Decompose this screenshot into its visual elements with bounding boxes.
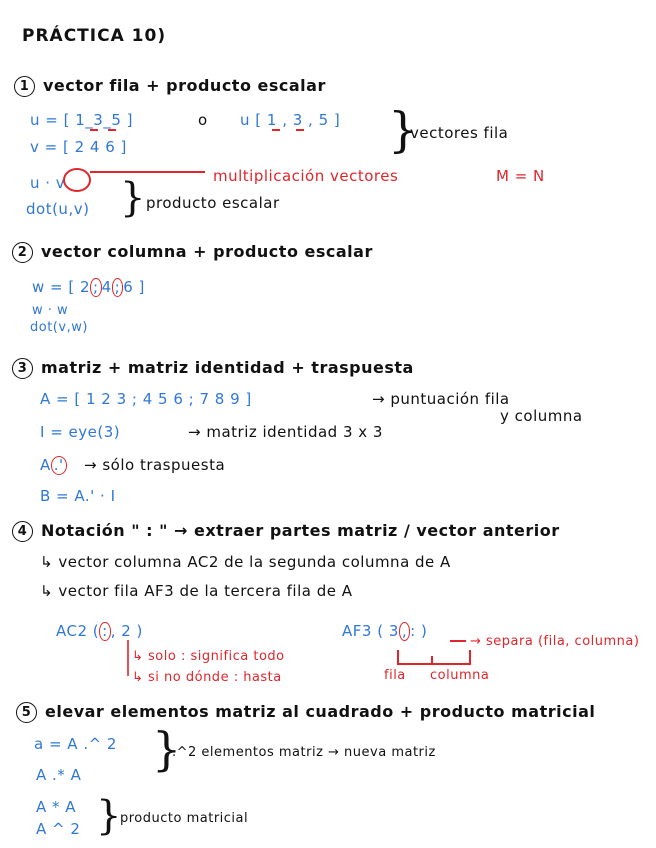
- brace-right-icon: }: [152, 722, 182, 776]
- comma-highlight: ,: [399, 622, 410, 641]
- section-4-number: 4: [12, 521, 33, 542]
- section-4-line-2: ↳ vector fila AF3 de la tercera fila de A: [40, 582, 353, 600]
- ac2-end: , 2 ): [110, 622, 143, 640]
- matrix-product-label: producto matricial: [120, 811, 249, 826]
- semicolon-highlight: ;: [90, 278, 102, 297]
- vector-multiplication-note: multiplicación vectores: [213, 167, 399, 185]
- matrix-a-note: → puntuación fila: [372, 390, 510, 408]
- brace-right-icon: }: [388, 102, 420, 158]
- separator-note: → separa (fila, columna): [470, 634, 640, 649]
- page-title: PRÁCTICA 10): [22, 26, 167, 46]
- section-1-number: 1: [14, 76, 35, 97]
- dot-v-w: dot(v,w): [30, 320, 88, 335]
- or-word: o: [198, 111, 208, 129]
- vector-u-comma: u [ 1 , 3 , 5 ]: [240, 111, 341, 129]
- scalar-product-label: producto escalar: [146, 194, 280, 212]
- af3-start: AF3 ( 3: [342, 622, 399, 640]
- dot-u-v: dot(u,v): [26, 200, 90, 218]
- section-3-number: 3: [12, 358, 33, 379]
- matrix-power: A ^ 2: [36, 820, 81, 838]
- u-dot-v: u · v: [30, 174, 66, 192]
- fila-label: fila: [384, 668, 406, 683]
- w-dot-w: w · w: [32, 303, 69, 318]
- section-3-title: matriz + matriz identidad + traspuesta: [41, 358, 414, 377]
- section-4-title: Notación " : " → extraer partes matriz / vector anterior: [41, 521, 560, 540]
- row-vectors-label: vectores fila: [410, 124, 509, 142]
- section-5-title: elevar elementos matriz al cuadrado + producto matricial: [45, 702, 596, 721]
- columna-label: columna: [430, 668, 490, 683]
- brace-right-icon: }: [96, 793, 122, 839]
- semicolon-highlight: ;: [112, 278, 124, 297]
- brace-right-icon: }: [120, 175, 146, 221]
- colon-note-2: ↳ si no dónde : hasta: [132, 670, 282, 685]
- af3-end: : ): [410, 622, 428, 640]
- transpose-a-letter: A: [40, 456, 51, 474]
- section-5-number: 5: [16, 702, 37, 723]
- ac2-start: AC2 (: [56, 622, 100, 640]
- matrix-b: B = A.' · I: [40, 487, 116, 505]
- matrix-a: A = [ 1 2 3 ; 4 5 6 ; 7 8 9 ]: [40, 390, 252, 408]
- elementwise-power: a = A .^ 2: [34, 735, 117, 753]
- vector-u-underscore: u = [ 1_3_5 ]: [30, 111, 133, 129]
- vector-w-start: w = [ 2: [32, 278, 91, 296]
- matrix-a-note-2: y columna: [500, 407, 583, 425]
- section-4-line-1: ↳ vector columna AC2 de la segunda columna de A: [40, 553, 451, 571]
- identity-matrix: I = eye(3): [40, 423, 121, 441]
- colon-highlight: :: [99, 622, 111, 641]
- vector-w-middle: 4: [101, 278, 112, 296]
- transpose-highlight: .': [51, 456, 67, 475]
- matrix-product: A * A: [36, 798, 77, 816]
- section-2-title: vector columna + producto escalar: [41, 242, 373, 261]
- elementwise-product: A .* A: [36, 766, 82, 784]
- m-equals-n: M = N: [496, 167, 545, 185]
- v-highlight-circle: [64, 169, 90, 191]
- section-2-number: 2: [12, 242, 33, 263]
- colon-note-1: ↳ solo : significa todo: [132, 649, 285, 664]
- vector-w-end: 6 ]: [123, 278, 145, 296]
- fila-columna-bracket: [398, 650, 470, 664]
- section-1-title: vector fila + producto escalar: [43, 76, 326, 95]
- identity-note: → matriz identidad 3 x 3: [188, 423, 383, 441]
- transpose-note: → sólo traspuesta: [84, 456, 226, 474]
- vector-v: v = [ 2 4 6 ]: [30, 138, 127, 156]
- elementwise-note: .^2 elementos matriz → nueva matriz: [172, 745, 436, 760]
